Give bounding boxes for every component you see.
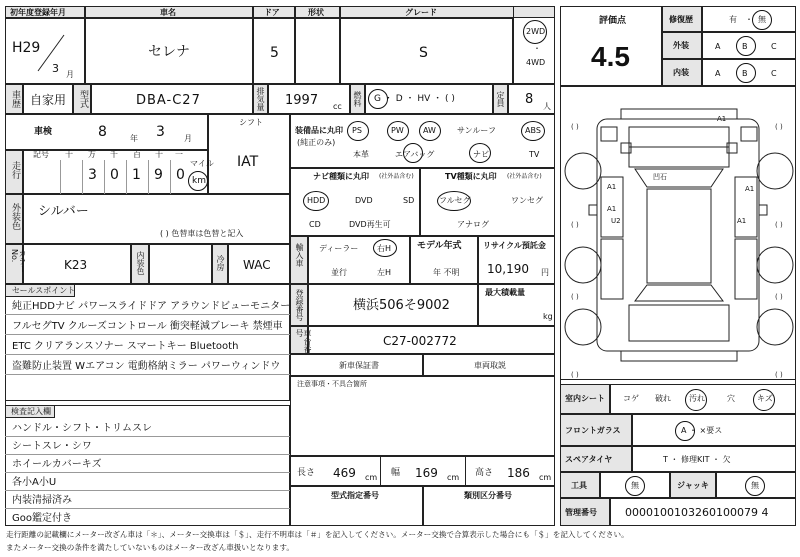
- type-approval-label: 型式指定番号: [331, 491, 379, 500]
- diagonal-divider: [36, 33, 66, 73]
- chassis-value: C27-002772: [383, 334, 457, 348]
- mileage-label: 走行: [10, 161, 20, 179]
- displacement-header: [253, 84, 268, 114]
- shape-header: [295, 6, 340, 18]
- width-value: 169: [415, 466, 438, 480]
- inspector-header: [5, 405, 55, 418]
- doors-header: [253, 6, 295, 18]
- fuel-cell: [365, 84, 493, 114]
- drive-4wd: 4WD: [526, 58, 546, 67]
- repair-label: 修復歴: [669, 15, 693, 24]
- width-label: 幅: [391, 468, 401, 478]
- usage-cell: [23, 84, 73, 114]
- tools-cell: [600, 472, 670, 498]
- category-label: 類別区分番号: [464, 491, 512, 500]
- first-reg-era: H29: [12, 40, 41, 56]
- exterior-grade-label: 外装: [673, 41, 689, 50]
- exterior-grade-a: A: [715, 42, 721, 51]
- ac-header: [212, 244, 228, 284]
- doors-value: 5: [270, 45, 279, 61]
- displacement-value: 1997: [285, 93, 319, 108]
- navi-sd: SD: [403, 196, 415, 205]
- control-header: [560, 498, 610, 526]
- spare-cell: [632, 446, 796, 472]
- import-cell: [308, 236, 410, 284]
- seat-cell: [610, 384, 796, 414]
- exterior-grade-cell: [702, 32, 796, 59]
- spare-value: T ・ 修理KIT ・ 欠: [663, 455, 731, 464]
- capacity-value: 8: [525, 92, 534, 107]
- interior-color-cell: [149, 244, 212, 284]
- doors-label: ドア: [264, 8, 280, 17]
- diagram-mark-4: A1: [745, 185, 755, 193]
- mileage-places: [23, 150, 208, 160]
- windshield-value: A ・ ×要ス: [681, 426, 723, 435]
- equip-ps: PS: [352, 126, 362, 135]
- sales-points-header: [5, 284, 75, 297]
- model-value: DBA-C27: [136, 93, 201, 108]
- equipment-box: [290, 114, 555, 168]
- car-name-header: [85, 6, 253, 18]
- shift-value: IAT: [237, 154, 259, 170]
- shift-cell: [208, 114, 290, 194]
- jack-header: [670, 472, 716, 498]
- usage-value: 自家用: [30, 93, 67, 107]
- first-reg-month: 3: [52, 62, 59, 75]
- control-label: 管理番号: [565, 508, 597, 517]
- equip-pw: PW: [391, 126, 404, 135]
- inspector-note-5: 内装清掃済み: [12, 495, 72, 506]
- color-no-header: [5, 244, 27, 284]
- interior-header: [131, 244, 149, 284]
- equipment-label: 装備品に丸印: [295, 126, 343, 135]
- grade-cell: [340, 18, 513, 84]
- equip-abs: ABS: [525, 126, 541, 135]
- color-no-value: K23: [64, 258, 88, 272]
- grade-label: グレード: [405, 8, 437, 17]
- interior-grade-b: B: [742, 69, 748, 78]
- inspection-month: 3: [156, 124, 165, 140]
- exterior-color-label: 外装色: [10, 203, 20, 230]
- recycle-cell: [478, 236, 555, 284]
- drive-cell: 2WD ・ 4WD: [513, 6, 555, 84]
- jack-cell: [716, 472, 796, 498]
- jack-label: ジャッキ: [677, 481, 709, 490]
- notes-cell: [290, 376, 555, 456]
- kg-unit: kg: [543, 312, 553, 321]
- footer-line-2: またメーター交換の条件を満たしていないものはメーター改ざん車扱いとなります。: [6, 543, 294, 552]
- tv-analog: アナログ: [457, 220, 489, 229]
- windshield-label: フロントガラス: [565, 426, 621, 435]
- equip-sunroof: サンルーフ: [457, 126, 496, 135]
- repair-yes: 有: [729, 15, 737, 24]
- equip-airbag: エアバッグ: [395, 150, 435, 159]
- tv-ownhere: (社外品含む): [507, 173, 542, 180]
- type-approval-cell: [290, 486, 423, 526]
- sales-point-4: 盗難防止装置 Wエアコン 電動格納ミラー パワーウィンドウ: [12, 361, 281, 372]
- height-unit: cm: [539, 473, 552, 482]
- exterior-grade-header: [662, 32, 702, 59]
- mileage-digit-1: 0: [110, 167, 119, 183]
- diagram-mark-3: A1: [607, 205, 617, 213]
- exterior-color-cell: [23, 194, 290, 244]
- capacity-cell: [508, 84, 555, 114]
- import-label: 輸入車: [295, 243, 304, 267]
- tools-header: [560, 472, 600, 498]
- shift-label: シフト: [239, 118, 263, 127]
- car-name-value: セレナ: [148, 44, 190, 60]
- tools-label: 工具: [571, 481, 587, 490]
- model-cell: [91, 84, 253, 114]
- ac-value: WAC: [243, 258, 271, 272]
- interior-grade-label: 内装: [673, 68, 689, 77]
- diagram-mark-6: A1: [737, 217, 747, 225]
- model-year-label: モデル年式: [417, 241, 462, 251]
- mileage-place-6: 一: [175, 150, 183, 159]
- color-no-cell: [23, 244, 131, 284]
- sales-point-3: ETC クリアランスソナー スマートキー Bluetooth: [12, 341, 239, 352]
- km-unit: km: [192, 176, 206, 186]
- max-load-cell: [478, 284, 555, 326]
- inspector-note-1: ハンドル・シフト・トリムスレ: [12, 423, 152, 434]
- svg-text:( ): ( ): [571, 123, 579, 131]
- grade-value: S: [419, 45, 428, 61]
- windshield-header: [560, 414, 632, 446]
- mileage-digit-4: 0: [176, 167, 185, 183]
- ac-label: 冷房: [216, 255, 225, 271]
- ac-cell: [228, 244, 290, 284]
- shape-cell: [295, 18, 340, 84]
- sales-point-1: 純正HDDナビ パワースライドドア アラウンドビューモニター: [12, 301, 291, 312]
- reg-no-label: 登録番号: [295, 289, 304, 321]
- chassis-cell: [308, 326, 555, 354]
- repair-cell: 有 ・ 無: [702, 6, 796, 32]
- interior-grade-c: C: [771, 69, 777, 78]
- seat-burn: コゲ: [623, 394, 639, 403]
- notes-label: 注意事項・不具合箇所: [297, 380, 367, 388]
- dimensions-cell: [290, 456, 555, 486]
- chassis-header: [290, 326, 312, 354]
- chassis-label: 車台番号: [295, 329, 312, 353]
- sales-point-2: フルセグTV クルーズコントロール 衝突軽減ブレーキ 禁煙車: [12, 321, 283, 332]
- manual-cell: [423, 354, 555, 376]
- mileage-place-2: 万: [88, 150, 96, 159]
- diagram-mark-1: A1: [717, 115, 727, 123]
- seat-header: [560, 384, 610, 414]
- tv-types-box: [420, 168, 555, 236]
- mileage-digit-2: 1: [132, 167, 141, 183]
- control-cell: [610, 498, 796, 526]
- category-cell: [423, 486, 555, 526]
- inspection-cell: [5, 114, 208, 150]
- doors-cell: [253, 18, 295, 84]
- reg-no-value: 横浜506そ9002: [353, 298, 450, 313]
- interior-grade-header: [662, 59, 702, 86]
- score-label: 評価点: [599, 16, 627, 26]
- inspector-note-3: ホイールカバーキズ: [12, 459, 102, 470]
- length-value: 469: [333, 466, 356, 480]
- sales-points-label: セールスポイント: [12, 286, 76, 295]
- car-diagram-box: [560, 86, 796, 380]
- drive-2wd: 2WD: [526, 27, 546, 36]
- diagram-mark-7: 凹石: [653, 173, 667, 181]
- score-cell: [560, 6, 662, 86]
- width-unit: cm: [447, 473, 460, 482]
- navi-types-box: [290, 168, 420, 236]
- car-diagram: [561, 87, 797, 381]
- inspection-label: 車検: [34, 127, 53, 137]
- cc-unit: cc: [333, 102, 342, 111]
- import-header: [290, 236, 308, 284]
- svg-text:( ): ( ): [775, 371, 783, 379]
- inspector-note-2: シートスレ・シワ: [12, 441, 92, 452]
- model-year-cell: [410, 236, 478, 284]
- equip-navi: ナビ: [473, 150, 489, 159]
- navi-dvd: DVD: [355, 196, 373, 205]
- svg-text:( ): ( ): [775, 123, 783, 131]
- recycle-label: リサイクル預託金: [483, 241, 546, 250]
- import-right: 右H: [377, 244, 392, 253]
- diagram-mark-2: A1: [607, 183, 617, 191]
- warranty-label: 新車保証書: [339, 361, 379, 370]
- mile-label: マイル: [190, 159, 214, 168]
- recycle-value: 10,190: [487, 262, 529, 276]
- shape-label: 形状: [308, 8, 324, 17]
- inspector-label: 検査記入欄: [11, 407, 51, 416]
- displacement-cell: [268, 84, 350, 114]
- length-unit: cm: [365, 473, 378, 482]
- fuel-options: G ・ D ・ HV ・ ( ): [374, 94, 455, 104]
- diagram-mark-5: U2: [611, 217, 621, 225]
- height-label: 高さ: [475, 468, 494, 478]
- svg-text:( ): ( ): [571, 293, 579, 301]
- exterior-grade-b: B: [742, 42, 748, 51]
- jack-value: 無: [751, 481, 759, 490]
- yen-unit: 円: [541, 268, 549, 277]
- footer-line-1: 走行距離の記載欄にメーター改ざん車は「＊」、メーター交換車は「＄」、走行不明車は「＃」を記入してください。メーター交換で合算表示した場合にも「＄」を記入してください。: [6, 530, 629, 539]
- mileage-place-5: 十: [155, 150, 163, 159]
- mileage-place-3: 千: [110, 150, 118, 159]
- svg-text:( ): ( ): [775, 221, 783, 229]
- svg-text:( ): ( ): [571, 221, 579, 229]
- fuel-header: [350, 84, 365, 114]
- equip-tv: TV: [529, 150, 540, 159]
- height-value: 186: [507, 466, 530, 480]
- repair-no: 無: [758, 15, 766, 24]
- color-no-label: カラーNo.: [10, 249, 27, 273]
- seat-tear: 破れ: [655, 394, 671, 403]
- month-unit: 月: [66, 70, 74, 79]
- control-value: 0000100103260100079 4: [625, 506, 769, 519]
- exterior-color-header: [5, 194, 23, 244]
- equip-leather: 本革: [353, 150, 369, 159]
- first-reg-header: [5, 6, 85, 18]
- interior-grade-cell: [702, 59, 796, 86]
- windshield-cell: [632, 414, 796, 446]
- mileage-place-0: 記号: [33, 150, 49, 159]
- tv-types-label: TV種類に丸印: [445, 172, 497, 181]
- first-reg-cell: [5, 18, 85, 84]
- inspector-note-4: 各小A小U: [12, 477, 57, 488]
- seat-hole: 穴: [727, 394, 735, 403]
- navi-dvd-playback: DVD再生可: [349, 220, 391, 229]
- score-value: 4.5: [591, 41, 630, 72]
- month-unit-2: 月: [184, 134, 192, 143]
- import-parallel: 並行: [331, 268, 347, 277]
- length-label: 長さ: [297, 468, 316, 478]
- manual-label: 車両取説: [474, 361, 506, 370]
- mileage-place-1: 十: [65, 150, 73, 159]
- svg-text:( ): ( ): [571, 371, 579, 379]
- spare-header: [560, 446, 632, 472]
- equip-aw: AW: [423, 126, 436, 135]
- year-unit: 年: [130, 134, 138, 143]
- color-note: ( ) 色替車は色替と記入: [160, 229, 244, 238]
- tools-value: 無: [631, 481, 639, 490]
- spare-label: スペアタイヤ: [565, 455, 613, 464]
- max-load-label: 最大積載量: [485, 288, 525, 297]
- capacity-label: 定員: [496, 91, 505, 107]
- tv-fullseg: フルセグ: [439, 196, 471, 205]
- displacement-label: 排気量: [256, 87, 265, 111]
- car-name-label: 車名: [160, 8, 176, 17]
- interior-color-label: 内装色: [136, 251, 145, 275]
- navi-hdd: HDD: [307, 196, 326, 205]
- seat-scratch: キズ: [757, 394, 773, 403]
- inspector-note-6: Goo鑑定付き: [12, 513, 72, 524]
- warranty-cell: [290, 354, 423, 376]
- model-header: [73, 84, 91, 114]
- navi-cd: CD: [309, 220, 321, 229]
- reg-no-cell: [308, 284, 478, 326]
- first-reg-label: 初年度登録年月: [10, 8, 66, 17]
- mileage-digit-0: 3: [88, 167, 97, 183]
- model-year-value: 年 不明: [433, 268, 460, 277]
- equipment-sub-label: (純正のみ): [297, 138, 336, 147]
- tv-oneseg: ワンセグ: [511, 196, 543, 205]
- mileage-place-4: 百: [133, 150, 141, 159]
- import-left: 左H: [377, 268, 392, 277]
- capacity-header: [493, 84, 508, 114]
- seat-stain: 汚れ: [689, 394, 705, 403]
- exterior-grade-c: C: [771, 42, 777, 51]
- interior-grade-a: A: [715, 69, 721, 78]
- car-name-cell: [85, 18, 253, 84]
- color-value: シルバー: [38, 204, 89, 219]
- repair-header: [662, 6, 702, 32]
- model-label: 型式: [78, 90, 88, 108]
- inspection-year: 8: [98, 124, 107, 140]
- mileage-header: [5, 150, 23, 194]
- import-dealer: ディーラー: [319, 244, 359, 253]
- mileage-digit-3: 9: [154, 167, 163, 183]
- svg-text:( ): ( ): [775, 293, 783, 301]
- usage-label: 車歴: [10, 90, 20, 108]
- fuel-label: 燃料: [353, 91, 362, 107]
- usage-header: [5, 84, 23, 114]
- navi-ownhere: (社外品含む): [379, 173, 414, 180]
- reg-no-header: [290, 284, 308, 326]
- navi-types-label: ナビ種類に丸印: [313, 172, 369, 181]
- seat-label: 室内シート: [565, 394, 605, 403]
- persons-unit: 人: [543, 102, 551, 111]
